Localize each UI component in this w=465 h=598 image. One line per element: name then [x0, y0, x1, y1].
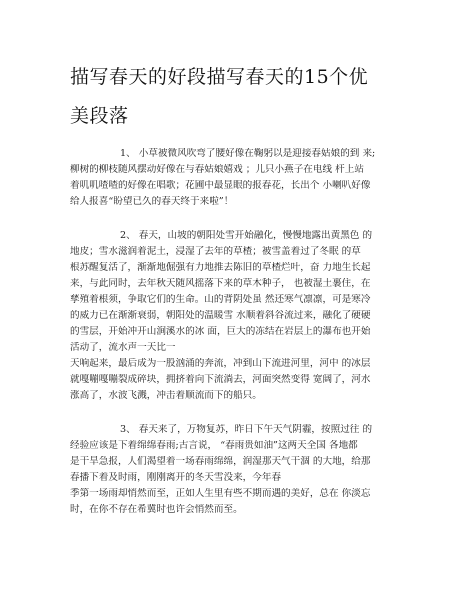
paragraph-line: 时，在你不存在希冀时也许会悄然而至。 — [70, 504, 243, 515]
paragraph-line: 根苏醒复活了，渐渐地倔强有力地推去陈旧的草楂烂叶，奋 力地生长起 — [70, 262, 371, 273]
paragraph-line: 3、 春天来了，万物复苏，昨日下午天气阴霾，按照过往 的 — [120, 424, 373, 435]
paragraph-line: 的威力已在渐渐衰弱，朝阳处的温暖雪 水顺着斜谷流过来，融化了硬硬 — [70, 310, 371, 321]
paragraph-line: 给人报喜“盼望已久的春天终于来啦”！ — [70, 196, 234, 207]
paragraph-line: 柳树的柳枝随风摆动好像在与春姑娘嬉戏 ；儿只小燕子在电线 杆上站 — [70, 164, 364, 175]
paragraph-line: 就嘎嘣嘎嘣裂成碎块，拥挤着向下流淌去，河面突然变得 宽阔了，河水 — [70, 374, 371, 385]
document-title-line-1: 描写春天的好段描写春天的15个优 — [70, 66, 369, 88]
paragraph-line: 来，与此同时，去年秋天随风摇落下来的草木种子， 也被湿土裹住，在 — [70, 278, 371, 289]
paragraph-line: 的雪层，开始冲开山涧溪水的冰 面，巨大的冻结在岩层上的瀑布也开始 — [70, 326, 371, 337]
paragraph-line: 1、 小草被微风吹弯了腰好像在鞠躬以是迎接春姑娘的到 来; — [120, 148, 376, 159]
paragraph-line: 孳殖着根须，争取它们的生命。山的背阴处虽 然还寒气凛凛，可是寒冷 — [70, 294, 371, 305]
paragraph-line: 天响起来，最后成为一股汹涌的奔流，冲到山下流进河里，河中 的冰层 — [70, 358, 371, 369]
paragraph-line: 2、 春天，山坡的朝阳处雪开始融化，慢慢地露出黄黑色 的 — [120, 230, 373, 241]
paragraph-line: 季第一场雨却悄然而至，正如人生里有些不期而遇的美好，总在 你淡忘 — [70, 488, 371, 499]
paragraph-line: 经验应该是下着绵绵春雨;古言说， “春雨贵如油”这两天全国 各地都 — [70, 440, 358, 451]
paragraph-line: 春播下着及时雨，刚刚离开的冬天雪没来，今年春 — [70, 472, 282, 483]
paragraph-line: 地皮；雪水滋润着泥土，浸湿了去年的草楂；被雪盖着过了冬眠 的草 — [70, 246, 361, 257]
paragraph-line: 涨高了，水波飞溅，冲击着顺流而下的船只。 — [70, 390, 262, 401]
paragraph-line: 着叽叽喳喳的好像在唱歌；花圃中最显眼的报春花，长出个 小喇叭好像 — [70, 180, 371, 191]
paragraph-line: 是干旱急报，人们渴望着一场春雨绵绵，润湿那天气干涸 的大地，给那 — [70, 456, 371, 467]
document-title-line-2: 美段落 — [70, 105, 129, 127]
paragraph-line: 活动了，流水声一天比一 — [70, 342, 176, 353]
